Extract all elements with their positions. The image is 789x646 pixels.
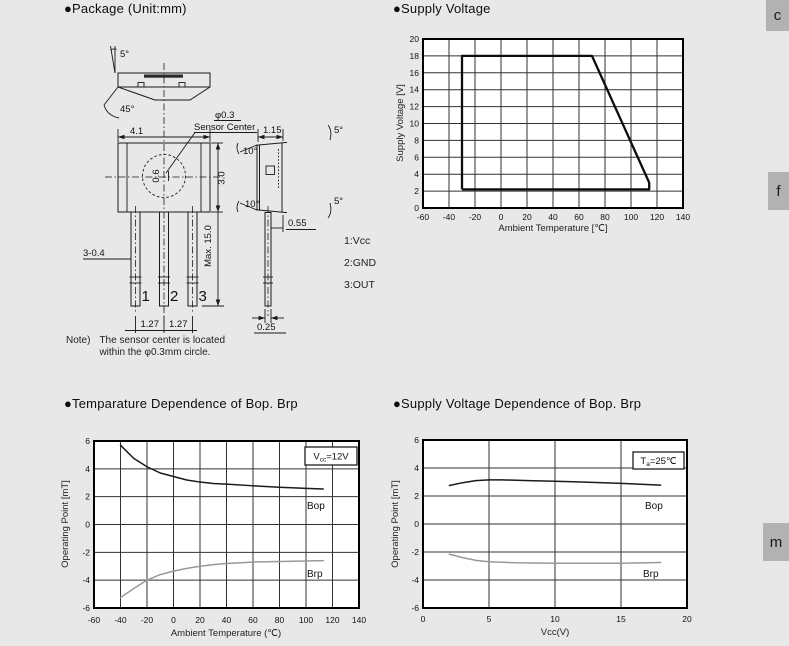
note-line1: The sensor center is located [99, 335, 226, 346]
y-tick-label: 14 [409, 84, 419, 95]
y-tick-label: 6 [414, 435, 419, 445]
y-tick-label: -2 [411, 547, 419, 557]
pin1-function: 1:Vcc [344, 235, 371, 247]
x-tick-label: 0 [420, 614, 426, 624]
y-tick-label: -4 [411, 575, 419, 585]
x-tick-label: -60 [416, 212, 430, 222]
pin-number-1: 1 [141, 288, 150, 305]
supply-voltage-chart [385, 25, 715, 240]
y-tick-label: 0 [414, 519, 419, 529]
y-tick-label: 10 [409, 118, 419, 129]
dim-body-height: 3.0 [216, 171, 228, 185]
dim-pitch-left: 1.27 [140, 319, 159, 330]
y-tick-label: 12 [409, 101, 419, 112]
x-tick-label: -40 [114, 615, 127, 625]
x-tick-label: 80 [600, 212, 610, 222]
x-tick-label: 100 [623, 212, 639, 222]
x-tick-label: 140 [675, 212, 691, 222]
dim-arc [328, 125, 331, 140]
y-tick-label: 2 [414, 186, 419, 197]
side-tab-f[interactable]: f [768, 172, 789, 210]
x-tick-label: 15 [616, 614, 626, 624]
y-tick-label: -6 [411, 603, 419, 613]
dim-top-draft-angle: 5° [120, 49, 130, 60]
y-tick-label: 0 [85, 519, 90, 530]
y-tick-label: 4 [414, 169, 419, 180]
sensor-center-label: Sensor Center [194, 122, 256, 133]
temp-dependence-section-title: ●Temparature Dependence of Bop. Brp [64, 396, 298, 411]
x-tick-label: 20 [682, 614, 692, 624]
note-label: Note) [66, 335, 91, 346]
topview-mark-left [138, 83, 144, 88]
y-tick-label: -6 [82, 603, 90, 613]
dim-lead-offset: 0.55 [288, 218, 307, 229]
topview-sensor-strip [144, 75, 183, 78]
y-axis-label: Supply Voltage [V] [395, 84, 406, 162]
x-tick-label: 60 [574, 212, 584, 222]
y-tick-label: 4 [414, 463, 419, 473]
package-section-title: ●Package (Unit:mm) [64, 1, 187, 16]
dim-lead-thickness: 0.25 [257, 322, 276, 333]
pin2-function: 2:GND [344, 257, 377, 269]
x-tick-label: -40 [442, 212, 456, 222]
x-tick-label: 40 [221, 615, 232, 625]
y-tick-label: 6 [414, 152, 419, 163]
dim-pitch-right: 1.27 [169, 319, 188, 330]
x-tick-label: 60 [248, 615, 258, 625]
x-tick-label: -20 [468, 212, 482, 222]
dim-side-tilt-bottom: 5° [334, 196, 344, 207]
series-label-brp: Brp [643, 569, 659, 580]
y-tick-label: 0 [414, 203, 419, 213]
dim-lead-width-spec: 3-0.4 [83, 248, 105, 259]
dim-arc [237, 201, 239, 212]
x-tick-label: 5 [486, 614, 492, 624]
dim-side-tilt-top: 5° [334, 125, 344, 136]
condition-text: $T_a=25℃$ [640, 456, 677, 468]
dim-lead-length: Max. 15.0 [203, 225, 214, 267]
y-axis-label: Operating Point [mT] [390, 480, 401, 568]
dim-side-draft-bottom: 10° [245, 199, 260, 210]
x-tick-label: 10 [550, 614, 560, 624]
dim-sensor-diameter: φ0.3 [215, 110, 235, 121]
package-note [66, 335, 225, 359]
x-axis-label: Ambient Temperature [℃] [498, 223, 608, 234]
dim-sensor-offset: 0.6 [151, 169, 162, 183]
vcc-dependence-chart [390, 430, 710, 645]
x-tick-label: 80 [274, 615, 285, 625]
note-line2: within the φ0.3mm circle. [99, 347, 211, 358]
x-tick-label: -60 [87, 615, 101, 625]
temp-dependence-chart [60, 430, 395, 645]
dim-arc [237, 143, 239, 154]
side-tab-m[interactable]: m [763, 523, 789, 561]
x-tick-label: 120 [649, 212, 665, 222]
y-tick-label: 8 [414, 135, 419, 146]
leader-line [166, 133, 195, 174]
pin-function-legend [344, 230, 376, 296]
pin-number-2: 2 [170, 288, 179, 305]
pin3-function: 3:OUT [344, 279, 375, 291]
x-tick-label: 0 [171, 615, 176, 625]
y-tick-label: 20 [409, 34, 419, 44]
y-tick-label: 18 [409, 50, 419, 61]
x-tick-label: 40 [548, 212, 558, 222]
x-tick-label: 0 [498, 212, 504, 222]
x-tick-label: 20 [195, 615, 205, 625]
x-tick-label: -20 [140, 615, 154, 625]
series-label-brp: Brp [307, 569, 323, 580]
dim-line [104, 87, 118, 105]
series-label-bop: Bop [307, 501, 325, 512]
sideview-sensor-mark [266, 166, 275, 175]
dim-arc [104, 105, 119, 118]
x-axis-label: Vcc(V) [540, 627, 570, 638]
condition-text: $V_{cc}=12V$ [313, 451, 349, 464]
dim-arc [328, 203, 331, 218]
dim-side-width: 1.15 [263, 125, 282, 136]
y-tick-label: 2 [85, 491, 90, 502]
side-tab-c[interactable]: c [766, 0, 789, 31]
x-tick-label: 20 [522, 212, 532, 222]
y-axis-label: Operating Point [mT] [60, 480, 71, 568]
x-axis-label: Ambient Temperature (℃) [170, 628, 282, 639]
side-lead [263, 206, 273, 316]
y-tick-label: 16 [409, 67, 419, 78]
dim-side-draft-top: 10° [243, 146, 258, 157]
pin-number-3: 3 [198, 288, 207, 305]
dim-arc [111, 49, 117, 50]
supply-voltage-section-title: ●Supply Voltage [393, 1, 491, 16]
vcc-dependence-section-title: ●Supply Voltage Dependence of Bop. Brp [393, 396, 642, 411]
y-tick-label: 2 [414, 491, 419, 501]
topview-mark-right [179, 83, 185, 88]
y-tick-label: 6 [85, 436, 90, 446]
package-drawing [80, 30, 352, 342]
y-tick-label: 4 [85, 463, 90, 474]
series-label-bop: Bop [645, 501, 663, 512]
dim-chamfer-angle: 45° [120, 104, 135, 115]
x-tick-label: 140 [351, 615, 367, 625]
x-tick-label: 120 [325, 615, 340, 625]
dim-body-width: 4.1 [130, 126, 144, 137]
y-tick-label: -2 [82, 547, 90, 558]
x-tick-label: 100 [298, 615, 314, 625]
y-tick-label: -4 [82, 575, 90, 586]
